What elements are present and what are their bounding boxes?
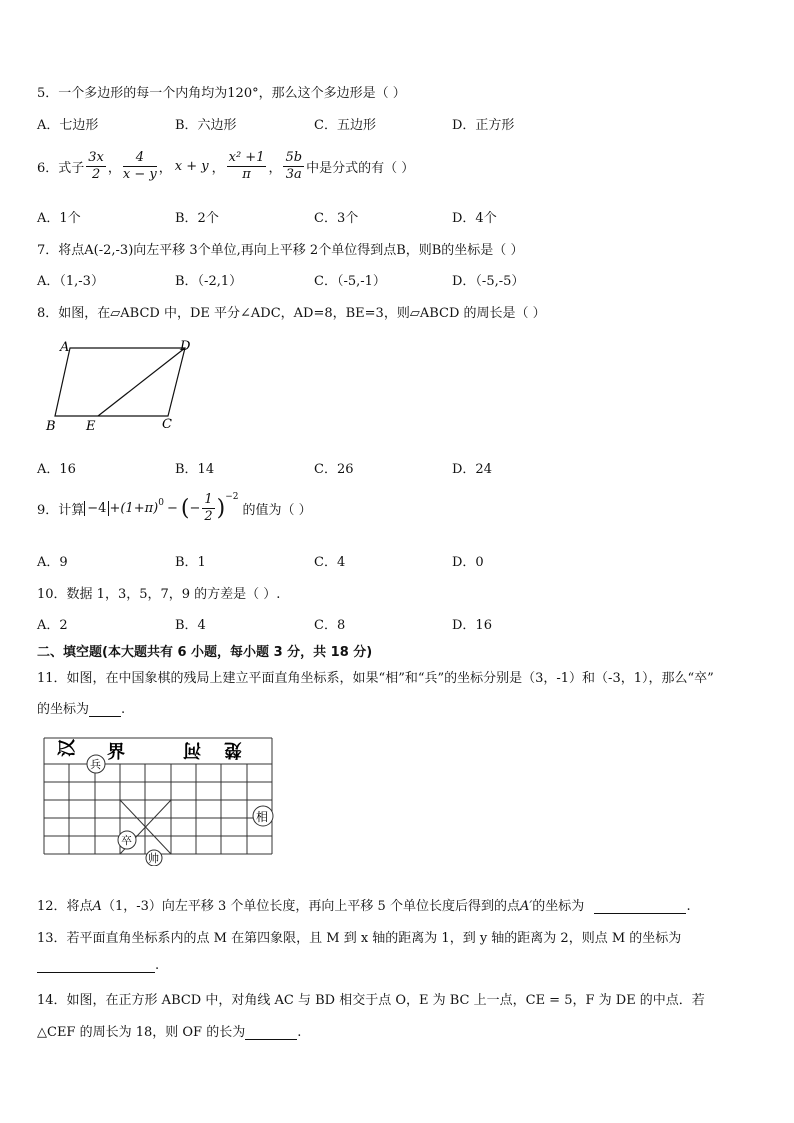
q10-option-a: A．2 [37,618,68,633]
q9-plus: + [109,501,121,516]
label-d: D [180,339,191,354]
board-text-han: 汉 [57,739,78,757]
parallelogram-figure [40,336,200,436]
q6-prefix: 6．式子 [37,161,85,176]
question-13-line1: 13．若平面直角坐标系内的点 M 在第四象限，且 M 到 x 轴的距离为 1，到 y 轴的距离为 2，则点 M 的坐标为 [37,931,682,946]
board-text-he: 河 [183,739,201,760]
q6-option-d: D．4个 [452,211,497,226]
question-12-stem: 12．将点A（1，-3）向左平移 3 个单位长度，再向上平移 5 个单位长度后得到的点A′的坐标为 . [37,899,691,914]
piece-bing [87,755,105,773]
question-8-stem: 8．如图，在▱ABCD 中，DE 平分∠ADC，AD=8，BE=3，则▱ABCD 的周长是（ ） [37,306,546,321]
q9-option-d: D．0 [452,555,484,570]
q9-left-paren: ( [180,496,190,521]
svg-text:相: 相 [256,810,269,824]
q11-answer-blank[interactable] [89,716,121,717]
q8-option-d: D．24 [452,462,492,477]
q9-prefix: 9．计算 [37,503,85,518]
q8-option-a: A．16 [37,462,76,477]
q9-paren: (1+π) [120,501,159,516]
segment-de [98,348,185,416]
q9-option-b: B．1 [175,555,206,570]
q10-option-b: B．4 [175,618,206,633]
q10-option-c: C．8 [314,618,346,633]
q7-option-c: C．（-5,-1） [314,274,386,289]
q6-suffix: 中是分式的有（ ） [306,161,415,176]
q9-option-a: A．9 [37,555,68,570]
q6-fraction-1: $\frac{3x}{2}$ [88,150,104,182]
q7-option-b: B．（-2,1） [175,274,243,289]
question-9-stem: 9．计算 −4 + (1+π) $^0$ − ( − $\frac{1}{2}$ ) $^{-2}$ 的值为（ ） [37,492,312,524]
q9-abs-value: −4 [84,501,109,516]
question-7-stem: 7．将点A(-2,-3)向左平移 3个单位,再向上平移 2个单位得到点B，则B的坐标是（ ） [37,243,524,258]
label-b: B [46,419,56,434]
q5-option-b: B．六边形 [175,118,237,133]
q6-option-c: C．3个 [314,211,359,226]
q6-fraction-3: $\frac{\text{x² +1}}{\pi}$ [228,150,265,182]
label-e: E [86,419,96,434]
question-11-line2: 的坐标为 . [37,702,126,717]
q7-option-d: D．（-5,-5） [452,274,525,289]
q9-exp-zero: 0 [158,498,164,508]
piece-shuai [146,850,162,866]
q6-expression: x + y [174,159,209,174]
q5-option-a: A．七边形 [37,118,99,133]
section-2-heading: 二、填空题(本大题共有 6 小题，每小题 3 分，共 18 分) [37,645,373,660]
board-text-jie: 界 [107,742,125,763]
q6-fraction-2: $\frac{4}{x - y}$ [122,150,157,182]
svg-text:兵: 兵 [90,758,101,771]
question-5-stem: 5．一个多边形的每一个内角均为120°，那么这个多边形是（ ） [37,86,406,101]
label-c: C [162,417,172,432]
board-text-chu: 楚 [224,739,242,760]
question-6-stem: 6．式子 $\frac{3x}{2}$ ， $\frac{4}{x - y}$ ， x + y ， $\frac{\text{x² +1}}{\pi}$ ， $\frac{5b}{3a}$ 中是分式的有（ ） [37,150,415,182]
q6-fraction-4: $\frac{5b}{3a}$ [285,150,303,182]
question-14-line2: △CEF 的周长为 18，则 OF 的长为 . [37,1025,302,1040]
q13-answer-blank[interactable] [37,958,155,973]
svg-text:帅: 帅 [148,852,159,865]
q6-option-b: B．2个 [175,211,219,226]
piece-xiang [253,806,273,826]
question-11-line1: 11．如图，在中国象棋的残局上建立平面直角坐标系，如果“相”和“兵”的坐标分别是（3，-1）和（-3，1），那么“卒” [37,671,714,686]
q8-option-b: B．14 [175,462,215,477]
parallelogram-abcd [55,348,185,416]
q12-answer-blank[interactable] [594,913,686,914]
q9-right-paren: ) [216,496,226,521]
chess-board-figure [38,734,278,866]
q9-option-c: C．4 [314,555,346,570]
q9-suffix: 的值为（ ） [242,503,312,518]
question-10-stem: 10．数据 1，3，5，7，9 的方差是（ ）. [37,587,281,602]
q14-answer-blank[interactable] [245,1039,297,1040]
q8-option-c: C．26 [314,462,354,477]
q9-fraction: $\frac{1}{2}$ [204,492,213,524]
svg-text:卒: 卒 [121,834,132,847]
label-a: A [60,340,70,355]
piece-zu [118,831,136,849]
q7-option-a: A．（1,-3） [37,274,104,289]
q5-option-c: C．五边形 [314,118,376,133]
q9-exp-neg-two: −2 [225,492,239,502]
q5-option-d: D．正方形 [452,118,515,133]
question-13-line2: . [37,958,159,973]
q10-option-d: D．16 [452,618,492,633]
q6-option-a: A．1个 [37,211,81,226]
question-14-line1: 14．如图，在正方形 ABCD 中，对角线 AC 与 BD 相交于点 O，E 为 BC 上一点，CE = 5，F 为 DE 的中点．若 [37,993,705,1008]
q9-minus: − [166,501,178,516]
